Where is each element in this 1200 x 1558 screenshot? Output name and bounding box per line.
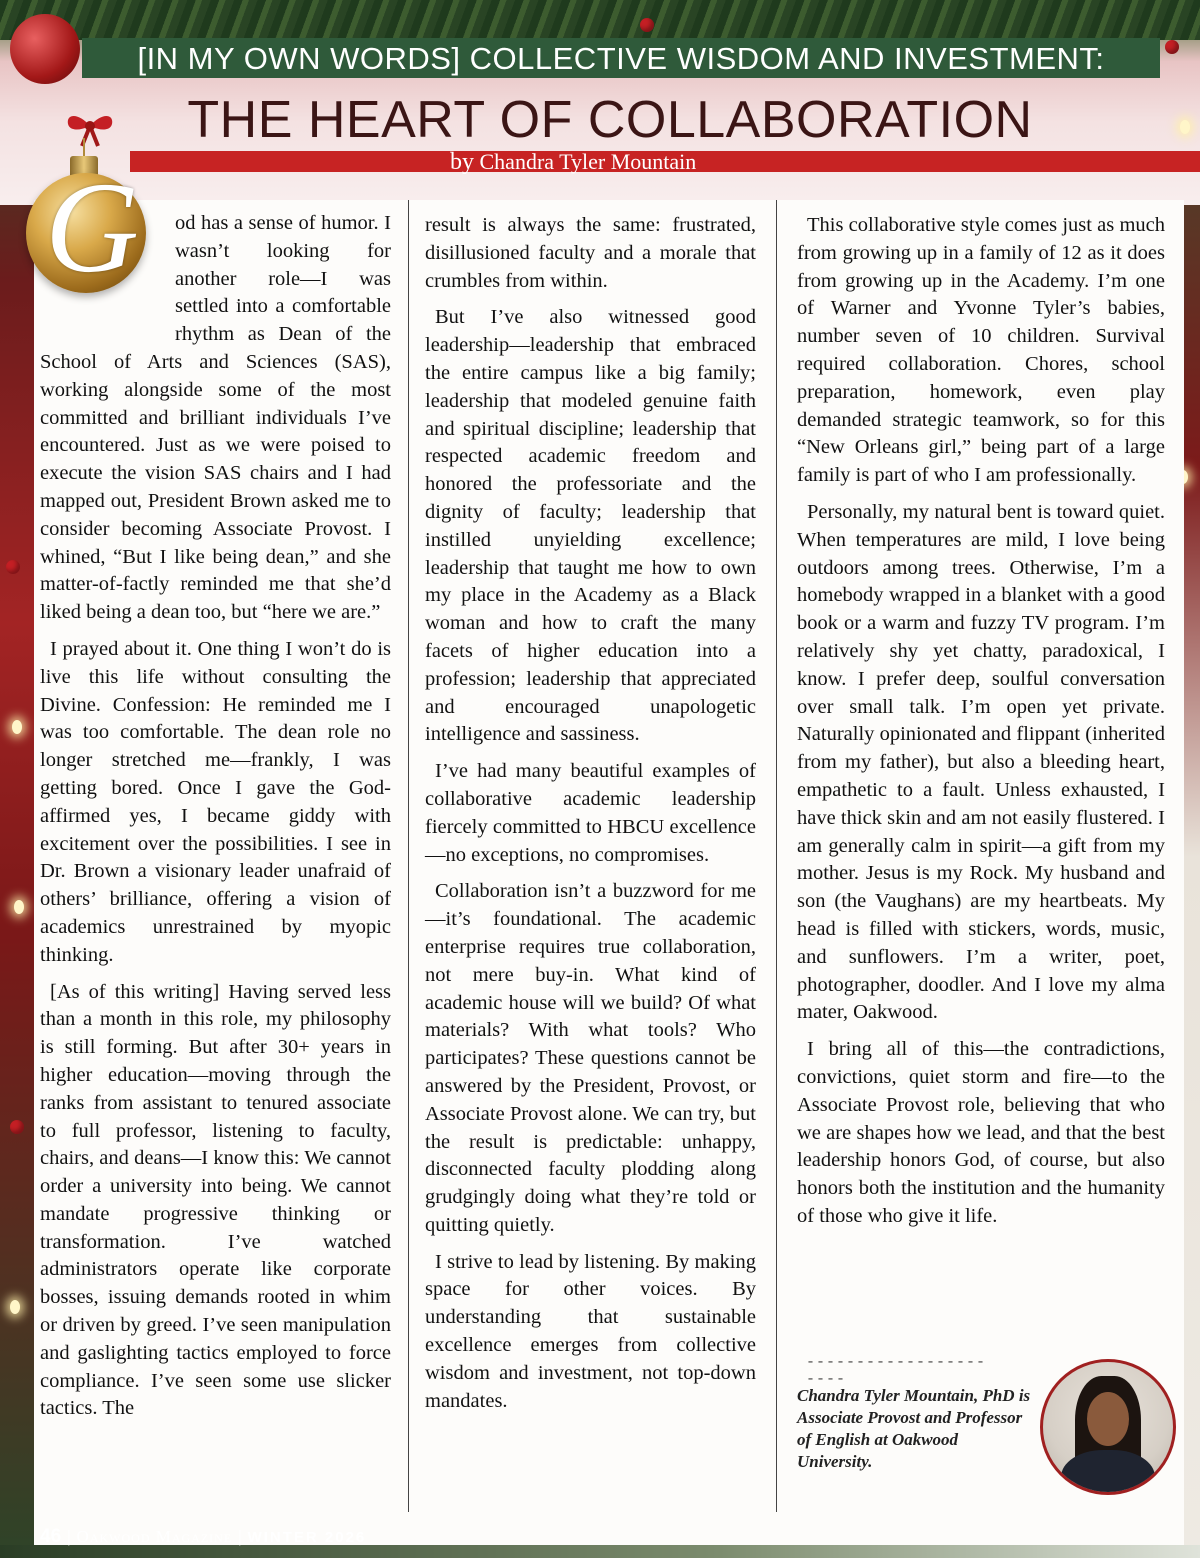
berry-icon (640, 18, 654, 32)
paragraph: [As of this writing] Having served less than a month in this role, my philosophy is still forming. But after 30+ years in higher education—moving through the ranks from assistant to tenured associate to full professor, listening to faculty, chairs, and deans—I know this: We cannot order a university into being. We cannot mandate progressive thinking or transformation. I’ve watched administrators operate like corporate bosses, issuing demands rooted in whim or driven by greed. I’ve seen manipulation and gaslighting tactics employed to force compliance. I’ve seen some use slicker tactics. The (40, 980, 391, 1420)
berry-icon (10, 1120, 24, 1134)
berry-icon (6, 560, 20, 574)
berry-icon (1165, 40, 1179, 54)
paragraph: This collaborative style comes just as much from growing up in a family of 12 as it does from growing up in the Academy. I’m one of Warner and Yvonne Tyler’s babies, number seven of 10 children. Survival required collaboration. Chores, school preparation, homework, even play demanded strategic teamwork, so for this “New Orleans girl,” being part of a large family is part of who I am professionally. (797, 214, 1165, 487)
paragraph: od has a sense of humor. I wasn’t looking for another role—I was settled into a comfortable rhythm as Dean of the School of Arts and Sciences (SAS), working alongside some of the most committed and brilliant individuals I’ve encountered. Just as we were poised to execute the vision SAS chairs and I had mapped out, President Brown asked me to consider becoming Associate Provost. I whined, “But I like being dean,” and she matter-of-factly reminded me that she’d liked being a dean too, but “here we are.” (40, 212, 391, 624)
column-divider (408, 200, 409, 1512)
paragraph: result is always the same: frustrated, disillusioned faculty and a morale that crumbles from within. (425, 214, 756, 292)
issue-label: WINTER 2026 (247, 1529, 367, 1546)
magazine-name: Oakwood Magazine (76, 1527, 233, 1546)
signature-rule: ---------------------- (806, 1354, 987, 1388)
footer-separator: | (238, 1527, 242, 1546)
page-footer (40, 1527, 366, 1555)
author-bio: Chandra Tyler Mountain, PhD is Associate Provost and Professor of English at Oakwood University. (797, 1386, 1031, 1471)
paragraph: Collaboration isn’t a buzzword for me—it’s foundational. The academic enterprise requires true collaboration, not mere buy-in. What kind of academic house will we build? Of what materials? With what tools? Who participates? These questions cannot be answered by the President, Provost, or Associate Provost alone. We can try, but the result is predictable: unhappy, disconnected faculty plodding along grudgingly doing what they’re told or quitting quietly. (425, 880, 756, 1236)
column-2 (425, 212, 756, 1424)
paragraph: I prayed about it. One thing I won’t do is live this life without consulting the Divine. Confession: He reminded me I was too comfortable. The dean role no longer stretched me—frankly, I was getting bored. Once I gave the God-affirmed yes, I became giddy with excitement over the possibilities. I see in Dr. Brown a visionary leader unafraid of others’ brilliance, offering a vision of academics unrestrained by myopic thinking. (40, 637, 391, 966)
column-1 (40, 210, 391, 1432)
kicker-heading: [IN MY OWN WORDS] COLLECTIVE WISDOM AND INVESTMENT: (137, 41, 1105, 76)
photo-body (1061, 1450, 1155, 1495)
red-ornament-icon (10, 14, 80, 84)
column-divider (776, 200, 777, 1512)
string-light-icon (12, 720, 22, 734)
article-title: THE HEART OF COLLABORATION (187, 91, 1033, 149)
footer-separator: | (67, 1527, 71, 1546)
drop-cap-space (40, 210, 175, 322)
paragraph: I bring all of this—the contradictions, convictions, quiet storm and fire—to the Associate Provost role, believing that who we are shapes how we lead, and that the best leadership honors God, of course, but also honors both the institution and the humanity of those who give it life. (797, 1038, 1165, 1227)
string-light-icon (10, 1300, 20, 1314)
paragraph: I strive to lead by listening. By making space for other voices. By understanding that sustainable excellence emerges from collective wisdom and investment, not top-down mandates. (425, 1250, 756, 1412)
string-light-icon (14, 900, 24, 914)
column-3 (797, 212, 1165, 1240)
author-photo (1040, 1359, 1176, 1495)
byline (450, 147, 810, 175)
paragraph: Personally, my natural bent is toward quiet. When temperatures are mild, I love being outdoors among trees. Otherwise, I’m a homebody wrapped in a blanket with a good book or a warm and fuzzy TV program. I’m relatively shy yet chatty, paradoxical, I know. I prefer deep, soulful conversation over small talk. I’m open yet private. Naturally opinionated and flippant (inherited from my father), but also a bleeding heart, empathetic to a fault. Unless exhausted, I have thick skin and am not easily flustered. I am generally calm in spirit—a gift from my mother. Jesus is my Rock. My husband and son (the Vaughans) are my heartbeats. My head is filled with stickers, words, music, and sunflowers. I’m a writer, poet, photographer, doodler. And I love my alma mater, Oakwood. (797, 500, 1165, 1024)
string-light-icon (1180, 120, 1190, 134)
paragraph: But I’ve also witnessed good leadership—leadership that embraced the entire campus like a big family; leadership that modeled genuine faith and spiritual discipline; leadership that respected academic freedom and honored the professoriate and the dignity of faculty; leadership that instilled unyielding excellence; leadership that taught me how to own my place in the Academy as a Black woman and how to craft the many facets of higher education into a profession; leadership that appreciated and encouraged unapologetic intelligence and sassiness. (425, 306, 756, 746)
author-name: Chandra Tyler Mountain (479, 149, 697, 174)
pine-garland (0, 0, 1200, 40)
drop-cap: G (45, 156, 139, 300)
photo-face (1087, 1392, 1129, 1446)
red-bow-icon (60, 108, 120, 148)
page-number: 46 (40, 1526, 62, 1547)
paragraph: I’ve had many beautiful examples of collaborative academic leadership fiercely committed to HBCU excellence—no exceptions, no compromises. (425, 760, 756, 866)
byline-prefix: by (450, 149, 474, 175)
